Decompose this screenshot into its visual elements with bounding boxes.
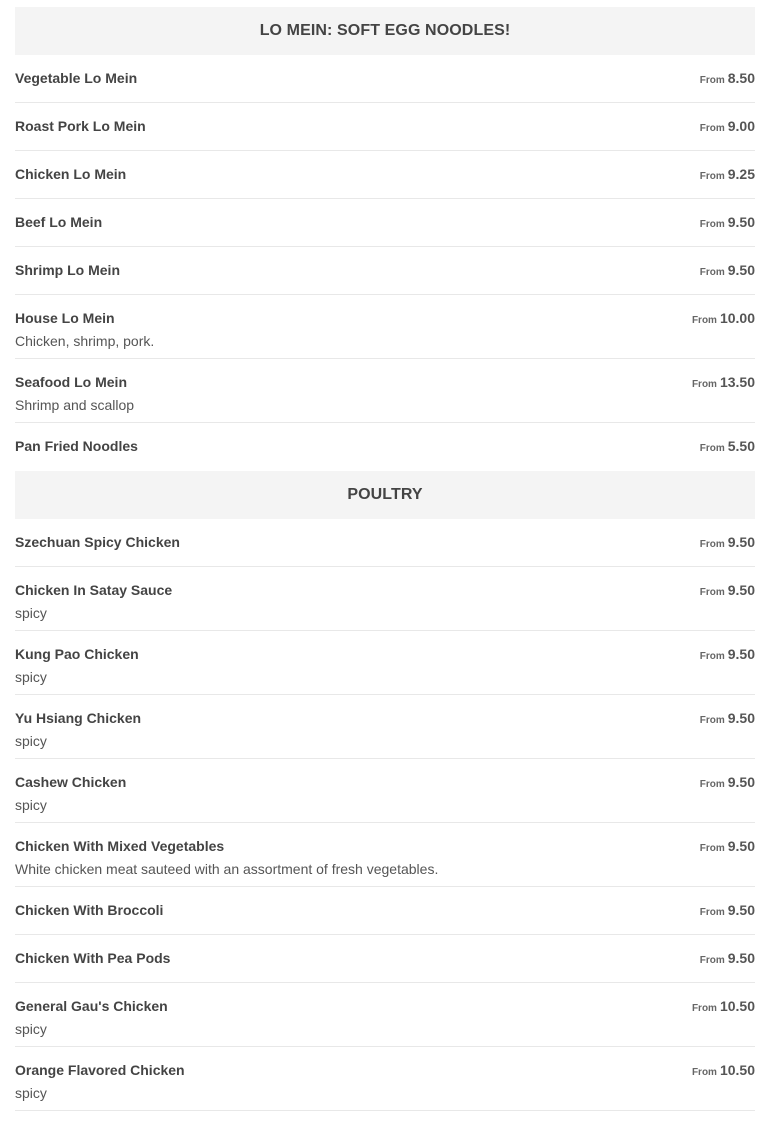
price-value: 8.50 [727,70,755,86]
menu-item[interactable] [15,1047,755,1111]
item-name: Beef Lo Mein [15,214,103,230]
item-description: spicy [15,1085,47,1101]
item-price [692,998,755,1017]
price-value: 9.00 [727,118,755,134]
menu-item[interactable] [15,247,755,295]
price-value: 10.00 [719,310,755,326]
item-price [700,438,755,457]
section-items-lo-mein [15,55,755,467]
menu-item[interactable] [15,359,755,423]
price-value: 9.50 [727,534,755,550]
price-prefix: From [699,651,725,662]
item-description: spicy [15,733,47,749]
menu-item[interactable] [15,295,755,359]
price-value: 9.50 [727,902,755,918]
item-price [700,950,755,969]
price-prefix: From [691,1067,717,1078]
item-price [700,838,755,857]
item-price [700,70,755,89]
price-value: 9.50 [727,710,755,726]
menu [15,7,755,1111]
price-value: 10.50 [719,998,755,1014]
item-price [700,214,755,233]
price-prefix: From [699,907,725,918]
price-prefix: From [699,219,725,230]
item-name: General Gau's Chicken [15,998,168,1014]
menu-item[interactable] [15,887,755,935]
price-prefix: From [699,171,725,182]
item-name: Roast Pork Lo Mein [15,118,146,134]
price-prefix: From [699,75,725,86]
item-price [692,374,755,393]
menu-item[interactable] [15,935,755,983]
price-prefix: From [691,379,717,390]
item-name: Seafood Lo Mein [15,374,127,390]
price-value: 10.50 [719,1062,755,1078]
item-name: Chicken With Pea Pods [15,950,171,966]
item-name: Orange Flavored Chicken [15,1062,185,1078]
price-value: 9.25 [727,166,755,182]
item-description: spicy [15,797,47,813]
item-price [700,118,755,137]
menu-item[interactable] [15,519,755,567]
price-prefix: From [699,955,725,966]
price-value: 9.50 [727,214,755,230]
menu-item[interactable] [15,55,755,103]
price-prefix: From [699,267,725,278]
item-name: Shrimp Lo Mein [15,262,120,278]
item-price [700,902,755,921]
price-prefix: From [699,443,725,454]
item-name: Szechuan Spicy Chicken [15,534,180,550]
price-prefix: From [699,715,725,726]
item-name: Chicken In Satay Sauce [15,582,173,598]
menu-item[interactable] [15,567,755,631]
menu-item[interactable] [15,103,755,151]
price-prefix: From [699,779,725,790]
menu-item[interactable] [15,823,755,887]
section-title: POULTRY [347,486,423,503]
price-prefix: From [691,315,717,326]
price-prefix: From [699,587,725,598]
price-value: 9.50 [727,950,755,966]
item-price [700,166,755,185]
menu-item[interactable] [15,631,755,695]
price-value: 13.50 [719,374,755,390]
item-description: White chicken meat sauteed with an assortment of fresh vegetables. [15,861,439,877]
section-title: LO MEIN: SOFT EGG NOODLES! [259,22,511,39]
item-description: spicy [15,669,47,685]
price-value: 9.50 [727,262,755,278]
item-name: Kung Pao Chicken [15,646,139,662]
menu-item[interactable] [15,199,755,247]
item-description: Shrimp and scallop [15,397,135,413]
item-name: Cashew Chicken [15,774,127,790]
item-price [700,262,755,281]
menu-item[interactable] [15,423,755,467]
price-value: 9.50 [727,774,755,790]
item-price [692,310,755,329]
item-name: Chicken Lo Mein [15,166,127,182]
item-price [700,582,755,601]
section-header-lo-mein [15,7,755,55]
price-prefix: From [699,123,725,134]
section-header-poultry [15,471,755,519]
item-name: Vegetable Lo Mein [15,70,138,86]
price-prefix: From [699,843,725,854]
item-name: Chicken With Broccoli [15,902,164,918]
price-value: 9.50 [727,582,755,598]
price-value: 9.50 [727,838,755,854]
menu-item[interactable] [15,695,755,759]
item-price [700,774,755,793]
price-value: 9.50 [727,646,755,662]
section-items-poultry [15,519,755,1111]
item-price [700,646,755,665]
item-name: Yu Hsiang Chicken [15,710,142,726]
menu-item[interactable] [15,983,755,1047]
price-prefix: From [691,1003,717,1014]
item-description: spicy [15,605,47,621]
item-price [700,710,755,729]
item-name: House Lo Mein [15,310,115,326]
menu-item[interactable] [15,759,755,823]
item-description: Chicken, shrimp, pork. [15,333,155,349]
price-value: 5.50 [727,438,755,454]
item-description: spicy [15,1021,47,1037]
price-prefix: From [699,539,725,550]
item-price [700,534,755,553]
item-name: Chicken With Mixed Vegetables [15,838,225,854]
menu-item[interactable] [15,151,755,199]
item-name: Pan Fried Noodles [15,438,138,454]
item-price [692,1062,755,1081]
